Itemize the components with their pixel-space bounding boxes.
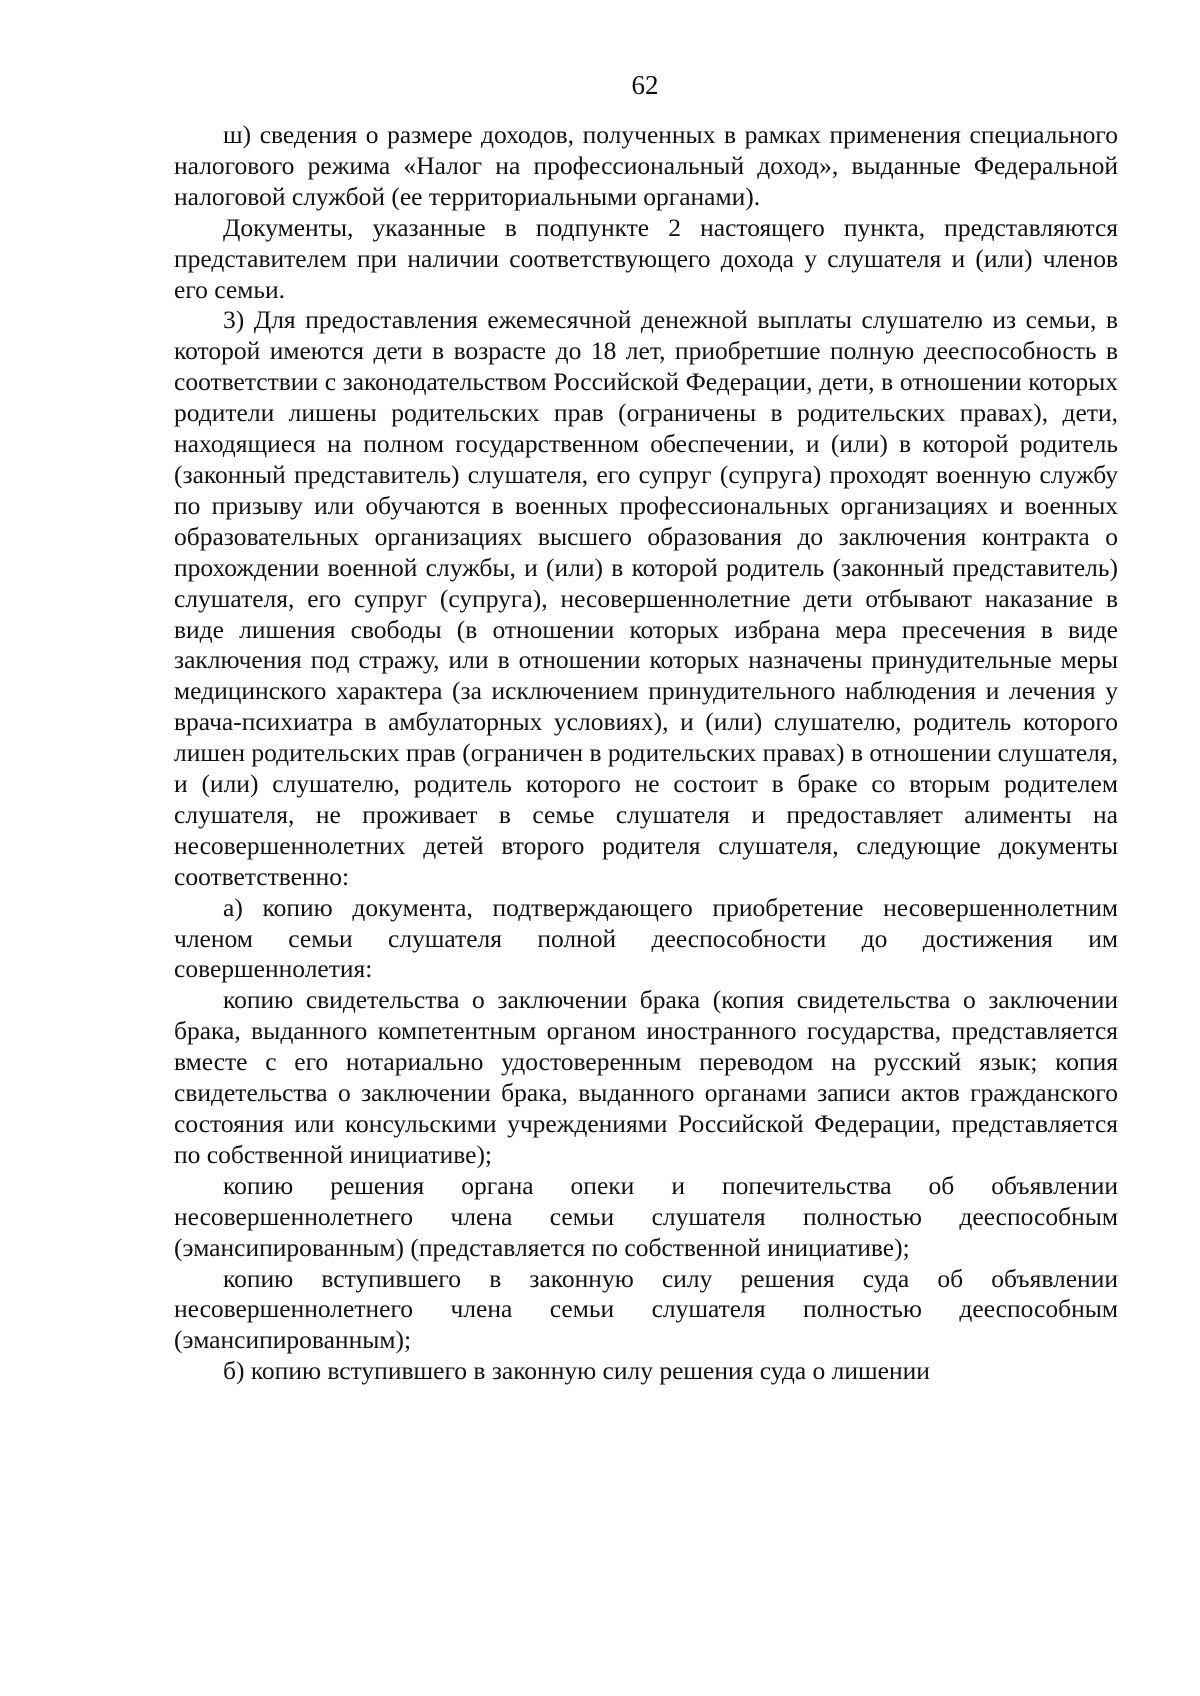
paragraph-item-a: а) копию документа, подтверждающего приобретение несовершеннолетним членом семьи слушателя полной дееспособности до достижения им совершеннолетия: (174, 892, 1118, 984)
page-number: 62 (631, 70, 659, 100)
paragraph-guardianship-decision: копию решения органа опеки и попечительства об объявлении несовершеннолетнего члена семьи слушателя полностью дееспособным (эмансипированным) (представляется по собственной инициативе); (174, 1170, 1118, 1262)
paragraph-marriage-certificate: копию свидетельства о заключении брака (копия свидетельства о заключении брака, выданного компетентным органом иностранного государства, представляется вместе с его нотариально удостоверенным переводом на русский язык; копия свидетельства о заключении брака, выданного органами записи актов гражданского состояния или консульскими учреждениями Российской Федерации, представляется по собственной инициативе); (174, 985, 1118, 1169)
paragraph-documents-note: Документы, указанные в подпункте 2 настоящего пункта, представляются представителем при наличии соответствующего дохода у слушателя и (или) членов его семьи. (174, 212, 1118, 304)
paragraph-court-decision-emancipation: копию вступившего в законную силу решения суда об объявлении несовершеннолетнего члена семьи слушателя полностью дееспособным (эмансипированным); (174, 1263, 1118, 1355)
paragraph-sh: ш) сведения о размере доходов, полученных в рамках применения специального налогового режима «Налог на профессиональный доход», выданные Федеральной налоговой службой (ее территориальными органами). (174, 120, 1118, 211)
paragraph-item-3: 3) Для предоставления ежемесячной денежной выплаты слушателю из семьи, в которой имеются дети в возрасте до 18 лет, приобретшие полную дееспособность в соответствии с законодательством Российской Федерации, дети, в отношении которых родители лишены родительских прав (ограничены в родительских правах), дети, находящиеся на полном государственном обеспечении, и (или) в которой родитель (законный представитель) слушателя, его супруг (супруга) проходят военную службу по призыву или обучаются в военных профессиональных организациях и военных образовательных организациях высшего образования до заключения контракта о прохождении военной службы, и (или) в которой родитель (законный представитель) слушателя, его супруг (супруга), несовершеннолетние дети отбывают наказание в виде лишения свободы (в отношении которых избрана мера пресечения в виде заключения под стражу, или в отношении которых назначены принудительные меры медицинского характера (за исключением принудительного наблюдения и лечения у врача-психиатра в амбулаторных условиях), и (или) слушателю, родитель которого лишен родительских прав (ограничен в родительских правах) в отношении слушателя, и (или) слушателю, родитель которого не состоит в браке со вторым родителем слушателя, не проживает в семье слушателя и предоставляет алименты на несовершеннолетних детей второго родителя слушателя, следующие документы соответственно: (174, 305, 1118, 891)
paragraph-item-b: б) копию вступившего в законную силу решения суда о лишении (223, 1356, 930, 1386)
body-text (174, 120, 1118, 1387)
